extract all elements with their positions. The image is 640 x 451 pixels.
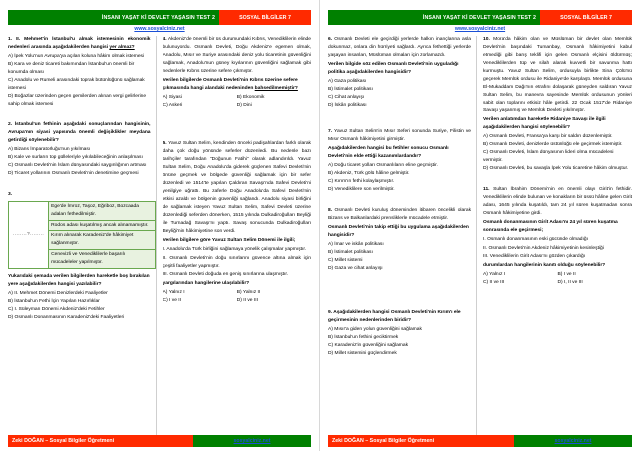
question-9 (328, 309, 471, 358)
question-4-options (163, 94, 311, 110)
header-site-link-right[interactable]: www.sosyalciniz.net (454, 26, 506, 32)
question-1-option-c[interactable]: C) Anadolu ve Rumeli arasındaki toprak bütünlüğünü sağlamak istemesi (8, 77, 145, 91)
question-1-stem (8, 36, 151, 52)
footer-site-right[interactable] (514, 435, 632, 447)
question-8-option-a[interactable]: A) İmar ve iskân politikası (328, 241, 384, 247)
question-6-lead: Verilen bilgide söz edilen Osmanlı Devleti'nin uyguladığı politika aşağıdakilerden hangisidir? (328, 61, 459, 75)
question-11-option-c[interactable]: C) II ve III (483, 280, 505, 286)
question-1-number: 1. (8, 37, 13, 42)
question-10 (483, 36, 632, 173)
question-9-option-b[interactable]: B) İstanbul'un fethini geciktirmek (328, 335, 399, 341)
question-10-option-c[interactable]: C) Osmanlı Devleti, İslam dünyasının lideri olma mücadelesi vermiştir. (483, 150, 614, 164)
question-5-options (163, 289, 311, 305)
question-8-stem (328, 207, 471, 223)
question-5-roman-2: II. Osmanlı Devleti'nin doğu sınırlarını güvence altına almak için çeşitli faaliyetler yapmıştır. (162, 255, 311, 269)
question-7 (328, 128, 471, 194)
question-11 (483, 186, 632, 287)
question-3-option-c[interactable]: C) I. Süleyman Dönemi Akdeniz'deki Fetihler (8, 306, 105, 312)
question-3-scheme-box (8, 201, 156, 269)
header-site-link-left[interactable]: www.sosyalciniz.net (134, 26, 185, 32)
question-5-number: 5. (162, 141, 167, 147)
question-5-option-d[interactable]: D) II ve III (236, 298, 258, 304)
question-9-option-a[interactable]: A) Mısır'a giden yolun güvenliğini sağlamak (328, 327, 422, 333)
question-1-stem-underline: yer almaz? (109, 44, 135, 50)
question-2-stem (8, 121, 151, 145)
question-5-stem-text: Yavuz Sultan Selim, kendinden önceki padişahlardan farklı olarak daha çok doğu yönünde seferler düzenledi. Bu nedenle bazı tarihçiler tarafından "Doğunun Fatihi" olarak adlandırıldı. Yavuz Sultan Selim, Doğu Anadolu'da giderek güçlenen Safevi Devleti'nin önüne geçmek ve bölgede güvenliği sağlamak için bir sefer düzenledi ve 1514'te yapılan Çaldıran Savaşı'nda Safevi Devleti'ni yenilgiye uğrattı. Bu zaferle Doğu Anadolu'da Safevi Devleti'nin etkisi azaldı ve bölgenin güvenliği sağlandı. Anadolu siyasi birliğini de sağlamak isteyen Yavuz Sultan Selim, Safevi Devleti üzerine düzenlediği seferden dönerken, 1515 yılında Dulkadiroğulları Beyliği ile Turnadağ Savaşı'nı yaptı. Savaş sonucunda Dulkadiroğulları Beyliği'nin hâkimiyetine son verdi. (162, 141, 311, 234)
question-10-lead: Verilen anlatımdan hareketle Ridaniye Savaşı ile ilgili aşağıdakilerden hangisi söylenebilir? (483, 117, 606, 131)
question-10-option-a[interactable]: A) Osmanlı Devleti, Fransa'ya karşı bir saldırı düzenlemiştir. (483, 134, 613, 140)
question-8-option-c[interactable]: C) Millet sistemi (328, 257, 363, 263)
footer-author-right: Zeki DOĞAN – Sosyal Bilgiler Öğretmeni (328, 435, 514, 447)
question-5-option-c[interactable]: C) I ve II (162, 298, 182, 304)
question-4-lead (163, 77, 311, 93)
question-1-stem-text: II. Mehmet'in İstanbul'u almak istemesinin ekonomik nedenleri arasında aşağıdakilerden hangisi (8, 37, 151, 50)
question-2-stem-text: İstanbul'un fethinin aşağıdaki sonuçlarından hangisinin, Avrupa'nın siyasi yapısında önemli değişiklikler meydana getirdiği söylenebilir? (8, 122, 151, 144)
question-8-option-b[interactable]: B) İstimalet politikası (328, 249, 373, 255)
question-11-lead2: durumlardan hangilerinin kanıtı olduğu söylenebilir? (483, 263, 606, 269)
page-right (320, 0, 640, 451)
question-7-stem (328, 128, 471, 144)
footer-site-link-right[interactable]: sosyalciniz.net (554, 438, 592, 444)
question-11-stem (483, 186, 632, 218)
footer-author-left: Zeki DOĞAN – Sosyal Bilgiler Öğretmeni (8, 435, 193, 447)
question-4-option-b[interactable]: B) Ekonomik (236, 94, 265, 100)
question-3 (8, 191, 151, 321)
header-subject-right: SOSYAL BİLGİLER 7 (540, 10, 632, 25)
scheme-cell-4: Cenevizli ve Venediklilerle başarılı mücadeleler yapılmıştır. (49, 250, 155, 268)
question-6 (328, 36, 471, 109)
question-11-number: 11. (483, 186, 490, 192)
question-7-option-a[interactable]: A) Doğu ticaret yolları Osmanlıların eline geçmiştir. (328, 163, 438, 169)
question-11-option-a[interactable]: A) Yalnız I (483, 272, 506, 278)
question-11-option-b[interactable]: B) I ve II (557, 272, 576, 278)
column-4 (483, 36, 632, 435)
question-4-option-a[interactable]: A) Siyasi (162, 94, 182, 100)
question-8-number: 8. (328, 207, 333, 213)
question-5-option-a[interactable]: A) Yalnız I (162, 290, 185, 296)
question-9-lead (328, 309, 471, 325)
question-3-lead: Yukarıdaki şemada verilen bilgilerden hareketle boş bırakılan yere aşağıdakilerden hangisi yazılabilir? (8, 273, 150, 287)
question-1 (8, 36, 151, 108)
footer-site-left[interactable] (193, 435, 311, 447)
question-5-stem (163, 140, 311, 235)
question-6-stem-text: Osmanlı Devleti ele geçirdiği yerlerde halkın inançlarına asla dokunmaz, onlara din hürriyeti sağlardı. Ayrıca fethettiği yerlerde yaşayan insanları, Müslüman olmaları için zorlamazdı. (328, 37, 472, 58)
question-10-number: 10. (483, 37, 490, 42)
question-6-option-a[interactable]: A) Gaza politikası (328, 78, 367, 84)
columns-right (328, 36, 632, 435)
question-5 (163, 140, 311, 305)
question-11-lead: Osmanlı donanmasının Girit Adası'nı 24 yıl süren kuşatma sonrasında ele geçirmesi; (483, 219, 618, 233)
question-11-stem-text: Sultan İbrahim Dönemi'nin en önemli olayı Girit'in fethidir. Venediklilerin elinde bulunan ve konakların bir üssü hâline gelen Girit adası, 1645 yılında kuşatıldı, tam 24 yıl süren kuşatmadan sonra Osmanlı hâkimiyetine girdi. (483, 186, 632, 216)
question-10-stem-text: Mora'da hâkim olan ve Müslüman bir devlet olan Memlük Devleti'nin başındaki Tumanbay, Osmanlı hâkimiyetini kabul etmediği gibi barış teklifi için gelen Osmanlı elçisini öldürmüş; Venediklilerden tüp ve silah alarak kuvvetli bir savunma hattı kurmuştu. Yavuz Sultan Selim, ordusuyla birlikte Sina Çölü'nü geçerek Memlük ordusu ile Ridaniye'de karşılaştı. Memlük ordusuna El-Mukaddam Dağı'nın etrafını dolaşarak güneyden saldıran Yavuz Sultan Selim, bu manevra sayesinde Memlük ordusunun yönleri sabit olan toplarını etkisiz hâle getirdi. 22 Ocak 1517'de Ridaniye Savaşı yaşanmış ve Memlük Devleti yıkılmıştır. (483, 37, 632, 114)
question-3-option-d[interactable]: D) Osmanlı Donanmasının Karadeniz'deki Faaliyetleri (8, 314, 125, 320)
question-2-number: 2. (8, 122, 13, 128)
question-11-roman-3: III. Venediklilerin Girit Adası'nı gözden çıkardığı (483, 254, 586, 260)
question-4-option-c[interactable]: C) Askeri (162, 102, 183, 108)
question-4-stem-text: Akdeniz'de önemli bir üs durumundaki Kıbrıs, Venediklilerin elinde bulunuyordu. Osmanlı Devleti, Doğu Akdeniz'e egemen olmak, Anadolu, Mısır ve Suriye arasındaki deniz yolu ticaretinin güvenliğini sağlamak, Anadolu'nun güney kıyılarının güvenliğini sağlamak gibi nedenlerle Kıbrıs üzerine sefere çıkmıştır. (162, 37, 311, 74)
question-8-stem-text: Osmanlı Devleti kuruluş döneminden itibaren öncelikli olarak Bizans ve Balkanlardaki prensliklerle mücadele etmiştir. (328, 207, 472, 221)
question-6-number: 6. (328, 37, 333, 42)
question-4-option-d[interactable]: D) Dini (236, 102, 252, 108)
question-8-option-d[interactable]: D) Gaza ve cihat anlayışı (328, 265, 383, 271)
question-4-lead-underline: bahsedilmemiştir? (254, 85, 298, 91)
header-title-right: İNSANI YAŞAT Kİ DEVLET YAŞASIN TEST 2 (328, 10, 540, 25)
question-4-number: 4. (162, 37, 167, 42)
scheme-cell-3: Kırım alınarak Karadeniz'de hâkimiyet sağlanmıştır. (49, 231, 155, 250)
question-7-lead: Aşağıdakilerden hangisi bu fetihler sonucu Osmanlı Devleti'nin elde ettiği kazanımlardandır? (328, 146, 449, 160)
question-2-option-b[interactable]: B) Kale ve surların top gülleleriyle yıkılabileceğinin anlaşılması (8, 155, 143, 161)
question-4 (163, 36, 311, 109)
question-5-option-b[interactable]: B) Yalnız II (236, 290, 261, 296)
scheme-cell-1: Ege'de İmroz, Taşoz, Eğriboz, Bozcaada adaları fethedilmiştir. (49, 202, 155, 221)
question-5-lead: Verilen bilgilere göre Yavuz Sultan Selim Dönemi ile ilgili; (162, 237, 296, 243)
question-1-option-b[interactable]: B) Kara ve deniz ticareti bakımından İstanbul'un önemli bir konumda olması (8, 61, 135, 75)
columns-left (8, 36, 311, 435)
question-11-options (483, 271, 632, 287)
question-9-lead-text: Aşağıdakilerden hangisi Osmanlı Devleti'nin Kırım'ı ele geçirmesinin nedenlerinden biridir? (328, 310, 461, 324)
question-7-option-c[interactable]: C) Kırım'ın fethi kolaylaşmıştır. (328, 179, 395, 185)
question-7-option-d[interactable]: D) Venediklilere son verilmiştir. (328, 187, 395, 192)
column-1 (8, 36, 157, 435)
question-10-option-b[interactable]: B) Osmanlı Devleti, denizlerde üstünlüğü ele geçirmek istemiştir. (483, 142, 623, 148)
question-11-option-d[interactable]: D) I, II ve III (557, 280, 583, 286)
question-4-stem (163, 36, 311, 76)
page-header-left (8, 10, 311, 25)
question-10-option-d[interactable]: D) Osmanlı Devleti, bu savaşla İpek Yolu ticaretine hâkim olmuştur. (483, 166, 629, 171)
question-7-stem-text: Yavuz Sultan Selim'in Mısır Seferi sonunda Suriye, Filistin ve Mısır Osmanlı hâkimiyetini girmiştir. (328, 129, 472, 143)
question-8-lead: Osmanlı Devleti'nin takip ettiği bu uygulama aşağıdakilerden hangisidir? (328, 224, 469, 238)
question-3-number: 3. (8, 192, 13, 197)
question-4-lead-text: Verilen bilgilerde Osmanlı Devleti'nin Kıbrıs üzerine sefere çıkmasında hangi alandaki nedeninden (162, 77, 298, 91)
question-11-roman-2: II. Osmanlı Devleti'nin Akdeniz hâkimiyetinin kesinleştiği (483, 245, 604, 251)
question-3-option-b[interactable]: B) İstanbul'un Fethi İçin Yapılan Hazırlıklar (8, 298, 100, 304)
page-footer-left (8, 435, 311, 447)
question-6-option-c[interactable]: C) Cihat anlayışı (328, 94, 365, 100)
question-5-roman-1: I. Anadolu'da Türk birliğini sağlamaya yönelik çalışmalar yapmıştır. (162, 246, 307, 252)
question-1-option-d[interactable]: D) Boğazlar üzerinden geçen gemilerden alınan vergi gelirlerine sahip olmak istemesi (8, 93, 147, 107)
question-6-option-b[interactable]: B) İstimalet politikası (328, 86, 373, 92)
question-3-scheme-blank: ........?........ (9, 202, 49, 268)
question-3-scheme-cells (49, 202, 155, 268)
question-6-option-d[interactable]: D) İskân politikası (328, 102, 367, 108)
column-2 (163, 36, 311, 435)
question-7-option-b[interactable]: B) Akdeniz, Türk gölü hâline gelmiştir. (328, 171, 410, 177)
question-9-option-d[interactable]: D) Millet sistemini güçlendirmek (328, 351, 397, 357)
question-7-number: 7. (328, 129, 333, 135)
header-title-left: İNSANI YAŞAT Kİ DEVLET YAŞASIN TEST 2 (8, 10, 219, 25)
question-2-option-c[interactable]: C) Osmanlı Devleti'nin İslam dünyasındaki saygınlığının artması (8, 163, 147, 169)
footer-site-link-left[interactable]: sosyalciniz.net (233, 438, 271, 444)
question-2-option-d[interactable]: D) Ticaret yollarının Osmanlı Devleti'nin denetimine geçmesi (8, 171, 139, 177)
question-3-option-a[interactable]: A) II. Mehmet Dönemi Denizlerdeki Faaliyetler (8, 290, 108, 296)
page-footer-right (328, 435, 632, 447)
column-3 (328, 36, 477, 435)
header-subject-left: SOSYAL BİLGİLER 7 (219, 10, 311, 25)
question-5-lead2: yargılarından hangilerine ulaşılabilir? (162, 281, 250, 287)
page-header-right (328, 10, 632, 25)
question-9-option-c[interactable]: C) Karadeniz'in güvenliğini sağlamak (328, 343, 409, 349)
scheme-cell-2: Rodos adası kuşatılmış ancak alınamamıştır. (49, 221, 155, 232)
question-2 (8, 121, 151, 178)
question-11-roman-1: I. Osmanlı donanmasının eski gücünde olmadığı (483, 236, 588, 242)
question-1-option-a[interactable]: A) İpek Yolu'nun Avrupa'ya açılan koluna hâkim olmak istemesi (8, 53, 145, 59)
question-5-roman-3: III. Osmanlı Devleti doğuda en geniş sınırlarına ulaşmıştır. (162, 272, 289, 278)
question-9-number: 9. (328, 310, 333, 316)
question-8 (328, 207, 471, 273)
question-2-option-a[interactable]: A) Bizans İmparatorluğu'nun yıkılması (8, 147, 91, 153)
question-10-stem (483, 36, 632, 115)
question-6-stem (328, 36, 471, 60)
